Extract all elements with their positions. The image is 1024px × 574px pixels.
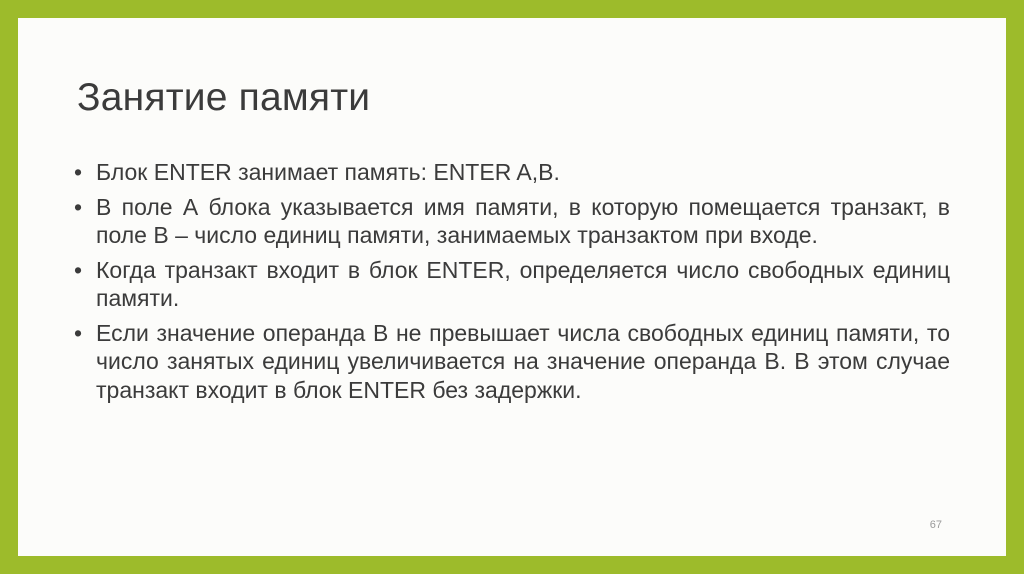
bullet-item — [74, 193, 950, 250]
bullet-marker: • — [74, 319, 83, 346]
slide-number: 67 — [929, 519, 942, 531]
bullet-item — [74, 256, 950, 313]
bullet-text: В поле А блока указывается имя памяти, в которую помещается транзакт, в поле В – число единиц памяти, занимаемых транзактом при входе. — [96, 193, 950, 248]
bullet-marker: • — [74, 193, 83, 220]
bullet-text: Блок ENTER занимает память: ENTER A,B. — [96, 159, 560, 185]
bullet-item — [74, 158, 950, 187]
bullet-item — [74, 319, 950, 405]
bullet-marker: • — [74, 159, 83, 185]
bullet-text: Если значение операнда В не превышает числа свободных единиц памяти, то число занятых единиц увеличивается на значение операнда В. В этом случае транзакт входит в блок ENTER без задержки. — [96, 319, 950, 403]
bullet-text: Когда транзакт входит в блок ENTER, определяется число свободных единиц памяти. — [96, 256, 950, 311]
slide-content — [18, 18, 1006, 556]
bullet-list — [74, 158, 950, 410]
slide-title: Занятие памяти — [77, 76, 371, 119]
bullet-marker: • — [74, 256, 83, 283]
